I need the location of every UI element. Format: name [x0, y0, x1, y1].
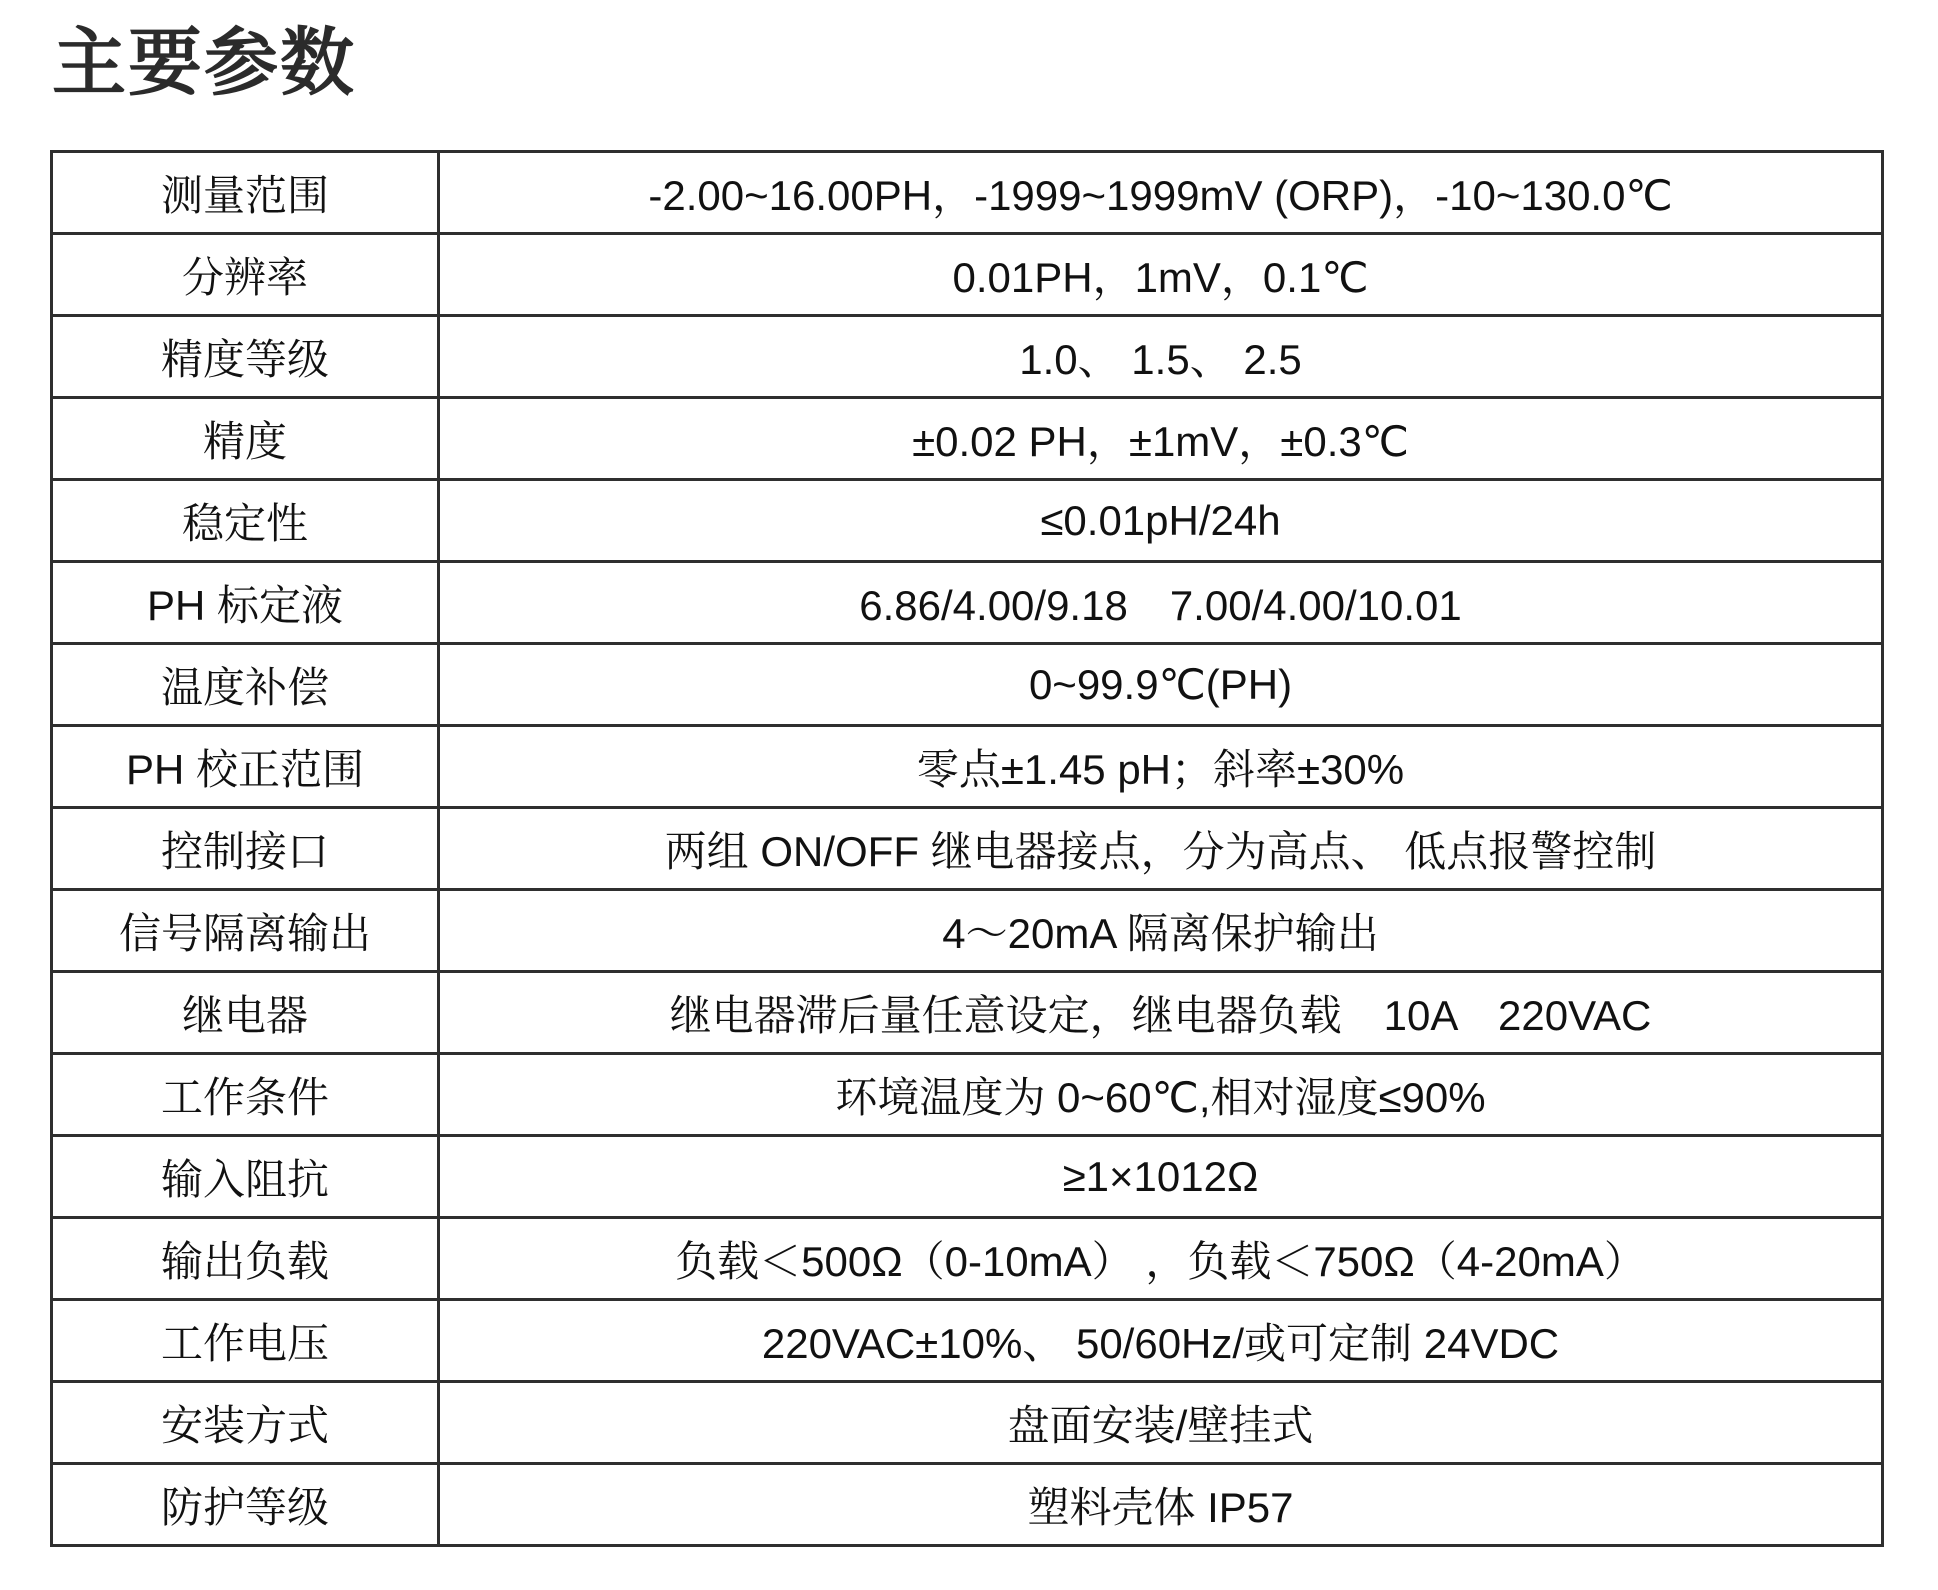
table-row	[52, 562, 1883, 644]
param-name-cell: PH 校正范围	[52, 726, 439, 808]
param-value-cell: 0.01PH，1mV，0.1℃	[439, 234, 1883, 316]
table-row	[52, 726, 1883, 808]
table-row	[52, 316, 1883, 398]
table-row	[52, 972, 1883, 1054]
param-name-cell: PH 标定液	[52, 562, 439, 644]
page-title: 主要参数	[52, 21, 356, 104]
param-name-cell: 稳定性	[52, 480, 439, 562]
table-row	[52, 398, 1883, 480]
table-row	[52, 808, 1883, 890]
table-row	[52, 890, 1883, 972]
table-row	[52, 1464, 1883, 1546]
table-row	[52, 644, 1883, 726]
param-name-cell: 安装方式	[52, 1382, 439, 1464]
param-name-cell: 防护等级	[52, 1464, 439, 1546]
param-name-cell: 输出负载	[52, 1218, 439, 1300]
table-row	[52, 1054, 1883, 1136]
param-name-cell: 测量范围	[52, 152, 439, 234]
param-value-cell: 盘面安装/壁挂式	[439, 1382, 1883, 1464]
table-row	[52, 1218, 1883, 1300]
table-row	[52, 1300, 1883, 1382]
param-value-cell: 塑料壳体 IP57	[439, 1464, 1883, 1546]
spec-table-body	[52, 152, 1883, 1546]
table-row	[52, 480, 1883, 562]
param-name-cell: 控制接口	[52, 808, 439, 890]
table-row	[52, 234, 1883, 316]
param-value-cell: 环境温度为 0~60℃,相对湿度≤90%	[439, 1054, 1883, 1136]
param-value-cell: -2.00~16.00PH，-1999~1999mV (ORP)，-10~130.0℃	[439, 152, 1883, 234]
param-name-cell: 输入阻抗	[52, 1136, 439, 1218]
table-row	[52, 1136, 1883, 1218]
param-value-cell: ≤0.01pH/24h	[439, 480, 1883, 562]
param-name-cell: 精度	[52, 398, 439, 480]
param-value-cell: 继电器滞后量任意设定，继电器负载 10A 220VAC	[439, 972, 1883, 1054]
param-name-cell: 分辨率	[52, 234, 439, 316]
param-value-cell: 零点±1.45 pH；斜率±30%	[439, 726, 1883, 808]
param-value-cell: 4～20mA 隔离保护输出	[439, 890, 1883, 972]
param-value-cell: 6.86/4.00/9.18 7.00/4.00/10.01	[439, 562, 1883, 644]
param-name-cell: 温度补偿	[52, 644, 439, 726]
table-row	[52, 1382, 1883, 1464]
param-name-cell: 工作电压	[52, 1300, 439, 1382]
param-name-cell: 信号隔离输出	[52, 890, 439, 972]
table-row	[52, 152, 1883, 234]
param-value-cell: 220VAC±10%、 50/60Hz/或可定制 24VDC	[439, 1300, 1883, 1382]
param-value-cell: ≥1×1012Ω	[439, 1136, 1883, 1218]
param-value-cell: 负载＜500Ω（0-10mA） ，负载＜750Ω（4-20mA）	[439, 1218, 1883, 1300]
param-value-cell: 两组 ON/OFF 继电器接点，分为高点、 低点报警控制	[439, 808, 1883, 890]
param-value-cell: ±0.02 PH，±1mV，±0.3℃	[439, 398, 1883, 480]
param-name-cell: 继电器	[52, 972, 439, 1054]
param-value-cell: 1.0、 1.5、 2.5	[439, 316, 1883, 398]
param-name-cell: 工作条件	[52, 1054, 439, 1136]
param-value-cell: 0~99.9℃(PH)	[439, 644, 1883, 726]
param-name-cell: 精度等级	[52, 316, 439, 398]
spec-table	[50, 150, 1884, 1547]
